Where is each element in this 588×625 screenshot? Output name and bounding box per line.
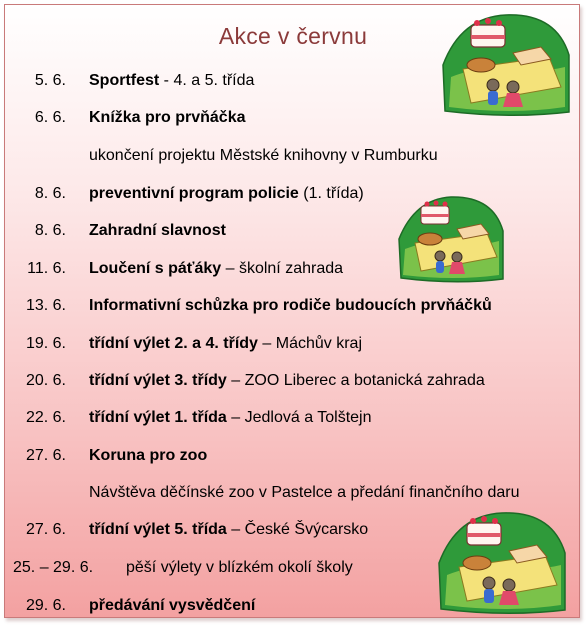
mouse-icon — [483, 577, 495, 603]
picnic-clipart — [441, 7, 571, 119]
event-date: 6. 6. — [34, 109, 66, 126]
event-date: 27. 6. — [25, 521, 66, 538]
list-item — [5, 331, 581, 357]
event-date: 29. 6. — [25, 597, 66, 614]
event-panel — [4, 4, 580, 618]
event-title: třídní výlet 1. třída — [89, 409, 227, 426]
event-date: 8. 6. — [34, 185, 66, 202]
event-date: 8. 6. — [34, 222, 66, 239]
event-title: Zahradní slavnost — [89, 222, 226, 239]
mouse-icon — [487, 79, 499, 105]
list-item — [5, 405, 581, 431]
list-item — [5, 293, 581, 319]
event-date: 19. 6. — [25, 335, 66, 352]
event-title: Koruna pro zoo — [89, 447, 208, 464]
event-detail: – ZOO Liberec a botanická zahrada — [226, 372, 485, 389]
event-title: preventivní program policie — [89, 185, 299, 202]
event-title: Informativní schůzka pro rodiče budoucích prvňáčků — [89, 297, 492, 314]
event-detail: – České Švýcarsko — [226, 521, 369, 538]
event-date: 20. 6. — [25, 372, 66, 389]
event-detail: pěší výlety v blízkém okolí školy — [126, 559, 353, 576]
event-date: 5. 6. — [34, 72, 66, 89]
picnic-clipart — [437, 505, 567, 617]
event-detail: Návštěva děčínské zoo v Pastelce a předání finančního daru — [89, 484, 520, 501]
event-date: 22. 6. — [25, 409, 66, 426]
list-item — [5, 143, 581, 169]
cake-icon — [467, 516, 501, 545]
event-date: 27. 6. — [25, 447, 66, 464]
event-detail: – školní zahrada — [221, 260, 344, 277]
event-date: 11. 6. — [27, 260, 66, 277]
page-title: Akce v červnu — [218, 23, 368, 49]
event-detail: (1. třída) — [298, 185, 364, 202]
picnic-clipart — [397, 191, 505, 285]
event-detail: ukončení projektu Městské knihovny v Rumburku — [89, 147, 438, 164]
event-title: Knížka pro prvňáčka — [89, 109, 246, 126]
event-detail: – Máchův kraj — [257, 335, 362, 352]
event-detail: – Jedlová a Tolštejn — [226, 409, 372, 426]
event-date: 13. 6. — [25, 297, 66, 314]
event-title: předávání vysvědčení — [89, 597, 256, 614]
event-detail: - 4. a 5. třída — [159, 72, 255, 89]
cake-icon — [421, 201, 449, 225]
list-item — [5, 368, 581, 394]
event-title: Loučení s páťáky — [89, 260, 222, 277]
event-date: 25. – 29. 6. — [13, 559, 94, 576]
event-title: Sportfest — [89, 72, 160, 89]
list-item — [5, 480, 581, 506]
list-item — [5, 443, 581, 469]
event-title: třídní výlet 2. a 4. třídy — [89, 335, 258, 352]
event-title: třídní výlet 3. třídy — [89, 372, 227, 389]
cake-icon — [471, 18, 505, 47]
event-title: třídní výlet 5. třída — [89, 521, 227, 538]
